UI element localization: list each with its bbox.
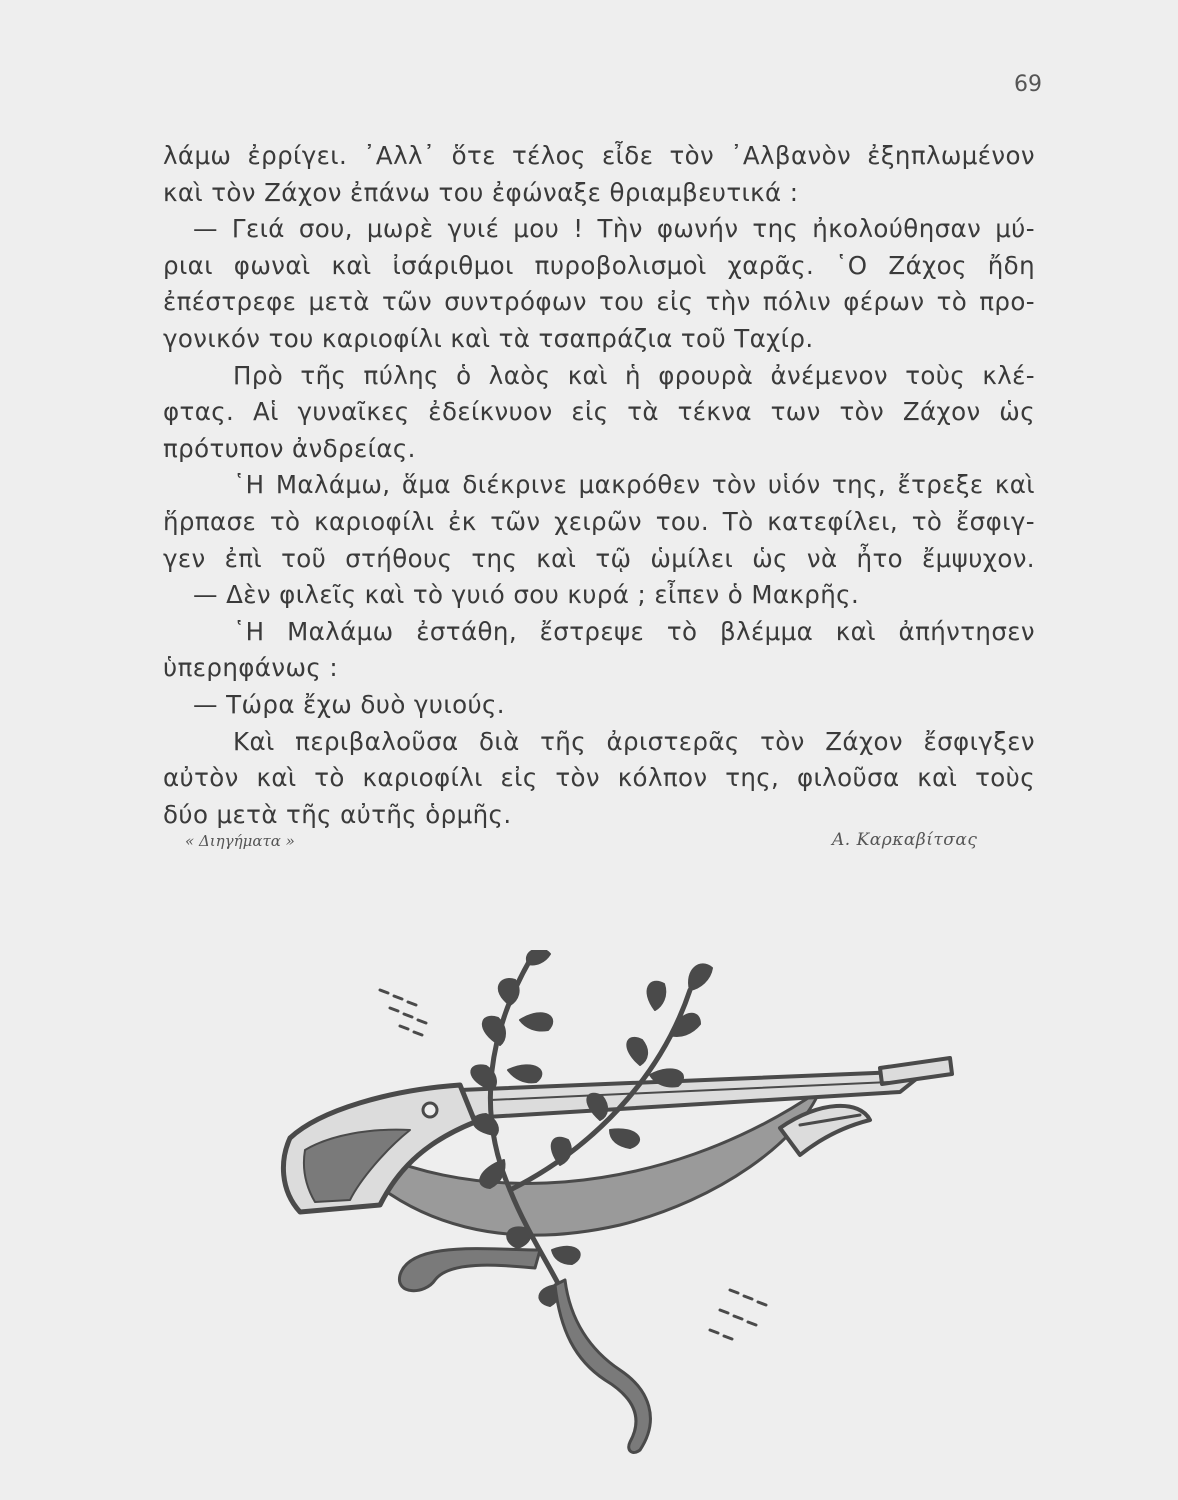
text-line: — Γειά σου, μωρὲ γυιέ μου ! Τὴν φωνήν της ἠκολούθησαν μύ- [193, 214, 1035, 244]
body-text [163, 138, 1035, 833]
text-line: γεν ἐπὶ τοῦ στήθους της καὶ τῷ ὡμίλει ὡς νὰ ἦτο ἔμψυχον. [163, 543, 1035, 573]
text-line: — Δὲν φιλεῖς καὶ τὸ γυιό σου κυρά ; εἶπεν ὁ Μακρῆς. [193, 580, 860, 610]
text-line: ῾Η Μαλάμω, ἅμα διέκρινε μακρόθεν τὸν υἱόν της, ἔτρεξε καὶ [233, 470, 1035, 500]
text-line: Πρὸ τῆς πύλης ὁ λαὸς καὶ ἡ φρουρὰ ἀνέμενον τοὺς κλέ- [233, 360, 1035, 390]
text-line: ὑπερηφάνως : [163, 653, 338, 683]
text-line: καὶ τὸν Ζάχον ἐπάνω του ἐφώναξε θριαμβευτικά : [163, 177, 799, 207]
text-line: πρότυπον ἀνδρείας. [163, 433, 416, 463]
text-line: αὐτὸν καὶ τὸ καριοφίλι εἰς τὸν κόλπον της, φιλοῦσα καὶ τοὺς [163, 763, 1035, 793]
author-name: Α. Καρκαβίτσας [832, 830, 978, 850]
rifle-and-laurel-icon [260, 950, 960, 1470]
text-line: φτας. Αἱ γυναῖκες ἐδείκνυον εἰς τὰ τέκνα των τὸν Ζάχον ὡς [163, 397, 1035, 427]
text-line: λάμω ἐρρίγει. ᾿Αλλ᾿ ὅτε τέλος εἶδε τὸν ᾿Αλβανὸν ἐξηπλωμένον [163, 141, 1035, 170]
text-line: ῾Η Μαλάμω ἐστάθη, ἔστρεψε τὸ βλέμμα καὶ ἀπήντησεν [233, 616, 1035, 646]
text-line: ἥρπασε τὸ καριοφίλι ἐκ τῶν χειρῶν του. Τὸ κατεφίλει, τὸ ἔσφιγ- [163, 506, 1035, 536]
text-line: Καὶ περιβαλοῦσα διὰ τῆς ἀριστερᾶς τὸν Ζάχον ἔσφιγξεν [233, 726, 1035, 756]
text-line: ριαι φωναὶ καὶ ἰσάριθμοι πυροβολισμοὶ χαρᾶς. ῾Ο Ζάχος ἤδη [163, 250, 1035, 280]
page-number: 69 [1014, 72, 1042, 97]
text-line: γονικόν του καριοφίλι καὶ τὰ τσαπράζια τοῦ Ταχίρ. [163, 323, 814, 353]
text-line: δύο μετὰ τῆς αὐτῆς ὁρμῆς. [163, 799, 512, 829]
text-line: ἐπέστρεφε μετὰ τῶν συντρόφων του εἰς τὴν πόλιν φέρων τὸ προ- [163, 287, 1035, 317]
text-line: — Τώρα ἔχω δυὸ γυιούς. [193, 689, 505, 719]
source-title: « Διηγήματα » [185, 832, 295, 850]
